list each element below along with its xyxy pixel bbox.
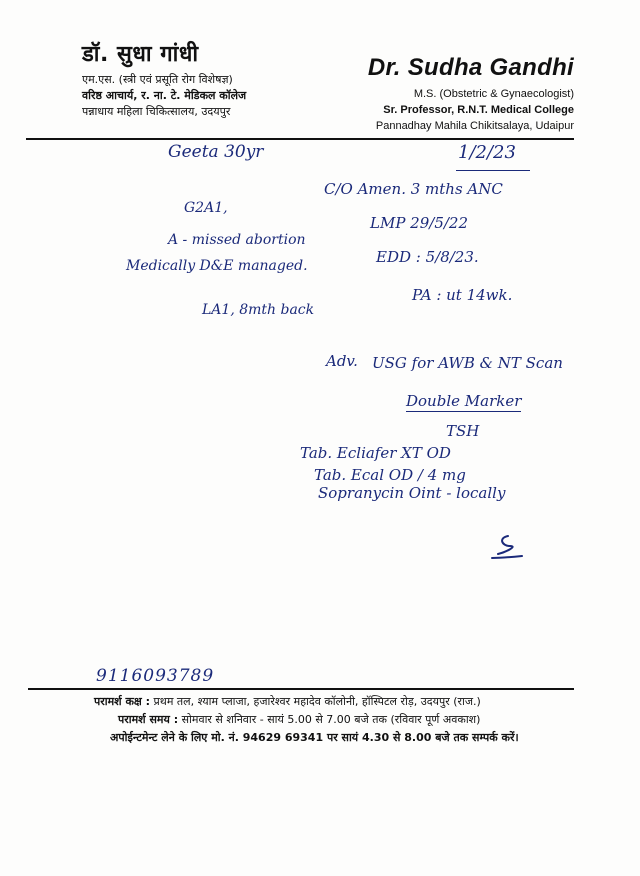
doctor-name-hindi: डॉ. सुधा गांधी: [82, 42, 199, 67]
advice-item-double-marker: Double Marker: [406, 392, 522, 410]
edd-note: EDD : 5/8/23.: [376, 248, 479, 266]
qualification-english: M.S. (Obstetric & Gynaecologist): [413, 88, 574, 100]
advice-item-tsh: TSH: [446, 422, 480, 440]
hospital-hindi: पन्नाधाय महिला चिकित्सालय, उदयपुर: [82, 105, 231, 118]
consultation-time-value: सोमवार से शनिवार - सायं 5.00 से 7.00 बजे तक (रविवार पूर्ण अवकाश): [181, 713, 481, 726]
header-divider: [26, 138, 574, 140]
medication-history-note: Medically D&E managed.: [126, 258, 308, 274]
lac-note: LA1, 8mth back: [202, 302, 315, 318]
patient-name-age: Geeta 30yr: [168, 142, 264, 162]
doctor-name-english: Dr. Sudha Gandhi: [367, 54, 574, 81]
date-underline: [456, 170, 530, 171]
consultation-time-label: परामर्श समय :: [118, 713, 179, 726]
gravida-note: G2A1,: [184, 200, 228, 216]
medication-1: Tab. Ecliafer XT OD: [300, 444, 451, 462]
footer-divider: [28, 688, 574, 690]
consultation-address-label: परामर्श कक्ष :: [94, 695, 151, 708]
advice-item-usg: USG for AWB & NT Scan: [372, 354, 563, 372]
pa-note: PA : ut 14wk.: [412, 286, 513, 304]
qualification-hindi: एम.एस. (स्त्री एवं प्रसूति रोग विशेषज्ञ): [82, 73, 233, 86]
lmp-note: LMP 29/5/22: [370, 214, 469, 232]
advice-label: Adv.: [326, 352, 358, 370]
appointment-info: अपोईन्टमेन्ट लेने के लिए मो. नं. 94629 69341 पर सायं 4.30 से 8.00 बजे तक सम्पर्क करें।: [110, 731, 519, 744]
designation-english: Sr. Professor, R.N.T. Medical College: [383, 104, 574, 116]
hospital-english: Pannadhay Mahila Chikitsalaya, Udaipur: [375, 120, 574, 132]
abortion-note: A - missed abortion: [168, 232, 306, 248]
medication-3: Sopranycin Oint - locally: [318, 484, 506, 502]
handwritten-phone-number: 9116093789: [96, 666, 215, 686]
complaint-note: C/O Amen. 3 mths ANC: [324, 180, 503, 198]
consultation-address-value: प्रथम तल, श्याम प्लाजा, हजारेश्वर महादेव कॉलोनी, हॉस्पिटल रोड़, उदयपुर (राज.): [153, 695, 481, 708]
medication-2: Tab. Ecal OD / 4 mg: [314, 466, 466, 484]
designation-hindi: वरिष्ठ आचार्य, र. ना. टे. मेडिकल कॉलेज: [82, 89, 247, 102]
doctor-signature-icon: [488, 534, 524, 562]
prescription-date: 1/2/23: [458, 142, 516, 163]
consultation-address: [94, 694, 481, 709]
consultation-time: [118, 712, 480, 727]
